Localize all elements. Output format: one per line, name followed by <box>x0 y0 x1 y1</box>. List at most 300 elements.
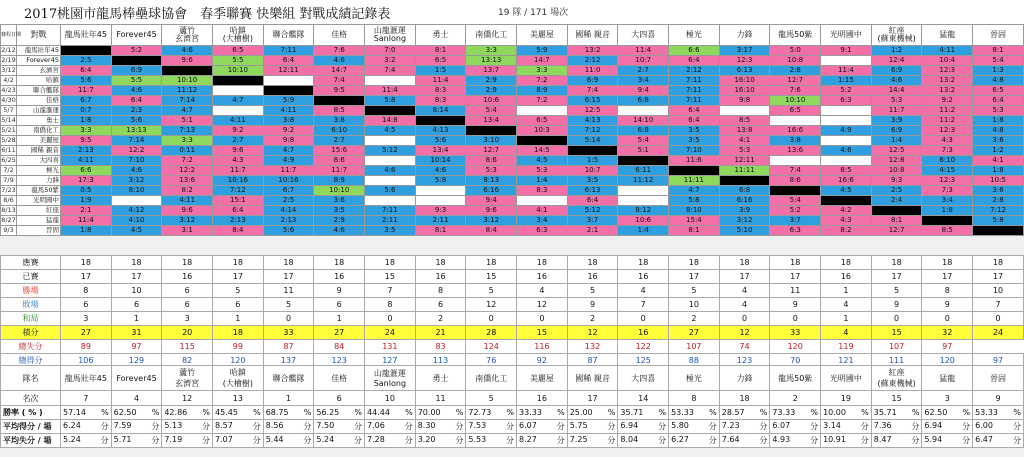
score-cell: 4:8 <box>973 76 1024 86</box>
score-cell: 3:10 <box>466 136 517 146</box>
summary-value: 4 <box>719 284 770 298</box>
stats-unit: 分 <box>506 422 515 431</box>
row-team-name: 哈鎮 <box>17 76 61 86</box>
summary-value: 97 <box>922 340 973 354</box>
stats-cell-wrap <box>61 408 111 417</box>
score-cell: 5:1 <box>162 116 213 126</box>
summary-label: 應賽 <box>1 256 61 270</box>
stats-value: 5.24 <box>63 435 81 444</box>
summary-value: 6 <box>415 298 466 312</box>
stats-cell-wrap <box>365 421 415 432</box>
score-cell: 12:5 <box>871 146 922 156</box>
rank-value: 19 <box>821 391 872 406</box>
summary-value: 18 <box>618 256 669 270</box>
summary-label: 已賽 <box>1 270 61 284</box>
summary-value: 5 <box>213 284 264 298</box>
stats-label: 平均失分 / 場 <box>1 434 61 448</box>
stats-unit: 分 <box>658 422 667 431</box>
stats-value: 8.47 <box>873 435 892 444</box>
summary-value: 97 <box>973 354 1024 368</box>
stats-row <box>1 406 1024 420</box>
score-cell: 4:6 <box>111 86 162 96</box>
stats-unit: % <box>1013 408 1021 417</box>
row-team-name: 勇士 <box>17 116 61 126</box>
score-cell <box>618 106 669 116</box>
match-date: 5/7 <box>1 106 17 116</box>
score-cell <box>517 196 568 206</box>
score-cell <box>618 196 669 206</box>
score-cell: 16:6 <box>821 176 872 186</box>
score-cell: 4:5 <box>821 186 872 196</box>
stats-cell <box>61 406 112 420</box>
stats-cell-wrap <box>720 408 770 417</box>
stats-cell <box>466 420 517 434</box>
score-cell: 5:6 <box>365 186 416 196</box>
score-cell <box>973 226 1024 236</box>
stats-cell <box>415 434 466 448</box>
rank-team-name: 大四喜 <box>618 366 669 391</box>
score-cell <box>61 46 112 56</box>
stats-cell-wrap <box>61 421 111 432</box>
summary-value: 16 <box>618 326 669 340</box>
summary-row <box>1 284 1024 298</box>
summary-value: 32 <box>922 326 973 340</box>
table-row <box>1 96 1024 106</box>
match-date: 7/23 <box>1 186 16 195</box>
score-cell: 12:4 <box>871 56 922 66</box>
rank-value: 16 <box>517 391 568 406</box>
summary-row <box>1 270 1024 284</box>
summary-value: 18 <box>517 256 568 270</box>
score-cell: 10:7 <box>618 56 669 66</box>
stats-unit: 分 <box>607 422 616 431</box>
stats-cell <box>263 434 314 448</box>
score-cell: 6:3 <box>770 226 821 236</box>
stats-cell-wrap <box>973 421 1023 432</box>
summary-table <box>0 255 1024 368</box>
stats-cell <box>618 420 669 434</box>
stats-value: 5.75 <box>569 421 588 430</box>
score-cell: 6:16 <box>719 196 770 206</box>
score-cell: 1:3 <box>973 66 1024 76</box>
summary-value: 12 <box>466 298 517 312</box>
stats-label: 平均得分 / 場 <box>1 420 61 434</box>
table-row <box>1 66 1024 76</box>
stats-unit: 分 <box>607 436 616 445</box>
stats-unit: % <box>759 408 768 417</box>
stats-unit: 分 <box>151 422 160 431</box>
stats-unit: 分 <box>252 436 261 445</box>
match-date: 9/3 <box>1 226 17 236</box>
summary-value: 15 <box>365 270 416 284</box>
score-cell: 6:15 <box>567 96 618 106</box>
rank-team-name: 美麗屋 <box>517 366 568 391</box>
summary-value: 137 <box>263 354 314 368</box>
score-cell: 4:8 <box>973 126 1024 136</box>
score-cell: 3:5 <box>669 136 720 146</box>
score-cell: 9:5 <box>61 136 112 146</box>
score-cell: 10:8 <box>770 56 821 66</box>
score-cell: 12:3 <box>922 66 973 76</box>
summary-value: 7 <box>973 298 1024 312</box>
rank-team-name: 龍馬壯年45 <box>61 366 112 391</box>
score-cell: 8:6 <box>314 156 365 166</box>
summary-value: 8 <box>922 284 973 298</box>
score-cell: 4:7 <box>162 106 213 116</box>
score-cell: 5:9 <box>263 96 314 106</box>
summary-value: 27 <box>669 326 720 340</box>
stats-value: 8.04 <box>620 435 639 444</box>
stats-value: 8.30 <box>417 421 436 430</box>
score-cell: 3:12 <box>466 216 517 226</box>
score-cell: 3:17 <box>719 46 770 56</box>
score-cell <box>821 106 872 116</box>
summary-value: 9 <box>314 284 365 298</box>
rank-value: 17 <box>567 391 618 406</box>
score-cell: 13:13 <box>466 56 517 66</box>
score-cell: 5:10 <box>719 226 770 236</box>
score-cell: 2:8 <box>770 66 821 76</box>
score-cell: 5:1 <box>618 146 669 156</box>
stats-cell-wrap <box>162 421 212 432</box>
score-cell: 7:4 <box>365 66 416 76</box>
column-team-header: 美麗屋 <box>517 25 568 46</box>
rank-value: 12 <box>162 391 213 406</box>
column-team-header: 蘆竹 玄濟宮 <box>162 25 213 46</box>
stats-value: 5.71 <box>113 435 132 444</box>
score-cell: 3:5 <box>314 206 365 216</box>
stats-cell <box>669 406 720 420</box>
column-team-header: 大四喜 <box>618 25 669 46</box>
score-cell: 12:2 <box>162 166 213 176</box>
stats-value: 8.57 <box>215 421 233 430</box>
summary-value: 18 <box>922 256 973 270</box>
score-cell: 5:8 <box>415 176 466 186</box>
score-cell: 11:12 <box>162 86 213 96</box>
stats-unit: 分 <box>708 436 717 445</box>
score-cell: 10:10 <box>314 186 365 196</box>
score-cell: 5:3 <box>973 106 1024 116</box>
row-team-name: 龍馬壯年45 <box>17 46 61 56</box>
summary-value: 27 <box>61 326 112 340</box>
rank-team-name: 猛龍 <box>922 366 973 391</box>
stats-value: 53.33 <box>671 408 694 417</box>
summary-value: 10 <box>973 284 1024 298</box>
score-cell: 9:1 <box>821 46 872 56</box>
table-row <box>1 216 1024 226</box>
stats-unit: % <box>151 408 160 417</box>
summary-value: 6 <box>162 284 213 298</box>
row-team-name: 紅座 <box>17 206 61 216</box>
summary-value: 27 <box>314 326 365 340</box>
summary-value: 18 <box>263 256 314 270</box>
summary-value: 24 <box>973 326 1024 340</box>
score-cell: 2:12 <box>567 56 618 66</box>
score-cell <box>466 126 517 136</box>
score-cell <box>365 196 416 206</box>
score-cell: 8:2 <box>162 186 213 196</box>
score-cell: 5:4 <box>618 136 669 146</box>
summary-label: 勝場 <box>1 284 61 298</box>
score-cell <box>871 206 922 216</box>
score-cell <box>517 106 568 116</box>
score-cell: 10:5 <box>973 176 1024 186</box>
match-date: 4/2 <box>1 76 17 86</box>
score-cell: 5:3 <box>517 166 568 176</box>
score-cell: 0:5 <box>61 186 112 196</box>
score-cell: 8:1 <box>415 226 466 236</box>
summary-value: 4 <box>517 284 568 298</box>
score-cell: 11:11 <box>719 166 770 176</box>
score-cell: 1:8 <box>973 166 1024 176</box>
score-cell: 8:1 <box>871 216 922 226</box>
stats-cell-wrap <box>61 435 111 446</box>
summary-value: 6 <box>111 298 162 312</box>
score-cell <box>567 146 618 156</box>
stats-value: 5.80 <box>671 421 689 430</box>
score-cell: 8:14 <box>415 106 466 116</box>
score-cell: 11:7 <box>314 166 365 176</box>
score-cell: 7:10 <box>669 146 720 156</box>
summary-value: 0 <box>719 312 770 326</box>
stats-cell <box>973 406 1024 420</box>
score-cell: 10:16 <box>213 176 264 186</box>
stats-cell-wrap <box>416 435 466 446</box>
stats-cell <box>213 434 264 448</box>
stats-unit: 分 <box>658 436 667 445</box>
score-cell: 8:5 <box>719 116 770 126</box>
column-team-header: 南僑化工 <box>466 25 517 46</box>
stats-value: 7.19 <box>164 435 183 444</box>
score-cell: 7:4 <box>314 76 365 86</box>
score-cell: 11:2 <box>922 116 973 126</box>
summary-value: 2 <box>415 312 466 326</box>
score-cell: 3:3 <box>517 66 568 76</box>
stats-value: 7.25 <box>569 435 588 444</box>
sheet-title: 2017桃園市龍馬棒壘球協會 春季聯賽 快樂組 對戰成績記錄表 <box>24 7 391 22</box>
rank-team-name: 力鋒 <box>719 366 770 391</box>
summary-value: 18 <box>821 256 872 270</box>
score-cell: 3:12 <box>162 216 213 226</box>
score-cell: 8:6 <box>770 176 821 186</box>
score-cell: 7:12 <box>213 186 264 196</box>
score-cell <box>669 166 720 176</box>
stats-value: 6.94 <box>620 421 639 430</box>
sheet-subtitle: 19 隊 / 171 場次 <box>498 8 569 18</box>
summary-value: 87 <box>567 354 618 368</box>
score-cell: 3:6 <box>973 186 1024 196</box>
score-cell: 2:9 <box>466 86 517 96</box>
column-team-header: 紅座 (蘇東機械) <box>871 25 922 46</box>
score-cell: 3:9 <box>871 116 922 126</box>
summary-value: 8 <box>415 284 466 298</box>
stats-value: 7.64 <box>721 435 740 444</box>
score-cell: 7:3 <box>922 146 973 156</box>
stats-table <box>0 405 1024 448</box>
stats-cell-wrap <box>669 421 719 432</box>
team-name-label: 隊名 <box>1 366 61 391</box>
score-cell <box>770 186 821 196</box>
stats-value: 10.00 <box>823 408 846 417</box>
score-cell: 5:0 <box>770 46 821 56</box>
score-cell: 4:6 <box>821 146 872 156</box>
score-cell: 11:4 <box>415 76 466 86</box>
score-cell: 8:12 <box>618 206 669 216</box>
score-cell: 11:7 <box>263 166 314 176</box>
score-cell: 7:4 <box>567 86 618 96</box>
score-cell: 5:4 <box>770 196 821 206</box>
stats-cell <box>821 434 872 448</box>
stats-unit: 分 <box>455 436 464 445</box>
stats-cell-wrap <box>213 435 263 446</box>
score-cell: 1:4 <box>871 136 922 146</box>
score-cell: 6:13 <box>719 66 770 76</box>
score-cell: 16:10 <box>719 76 770 86</box>
score-cell: 9:5 <box>314 86 365 96</box>
table-row <box>1 176 1024 186</box>
score-cell <box>111 196 162 206</box>
stats-cell <box>567 420 618 434</box>
score-cell: 7:13 <box>162 126 213 136</box>
stats-cell <box>365 406 416 420</box>
score-cell: 4:13 <box>415 126 466 136</box>
stats-cell <box>111 406 162 420</box>
stats-unit: % <box>962 408 971 417</box>
rank-value: 5 <box>466 391 517 406</box>
rank-value: 8 <box>669 391 720 406</box>
match-date: 5/28 <box>1 136 16 145</box>
stats-unit: 分 <box>708 422 717 431</box>
score-cell: 4:3 <box>821 216 872 226</box>
score-cell: 2:1 <box>567 226 618 236</box>
stats-cell <box>314 434 365 448</box>
score-cell: 10:8 <box>871 166 922 176</box>
stats-cell <box>719 420 770 434</box>
score-cell <box>922 216 973 226</box>
score-cell: 4:11 <box>162 196 213 206</box>
stats-value: 6.27 <box>671 435 689 444</box>
summary-value: 0 <box>770 312 821 326</box>
stats-cell <box>111 434 162 448</box>
score-cell: 6:9 <box>111 66 162 76</box>
stats-cell-wrap <box>314 435 364 446</box>
score-cell: 7:11 <box>669 76 720 86</box>
summary-value: 18 <box>162 256 213 270</box>
match-date: 8/27 <box>1 216 16 225</box>
stats-value: 7.06 <box>367 421 385 430</box>
score-cell: 7:4 <box>770 166 821 176</box>
summary-value: 120 <box>770 340 821 354</box>
stats-value: 8.56 <box>265 421 284 430</box>
summary-value: 18 <box>973 256 1024 270</box>
score-cell <box>618 186 669 196</box>
stats-cell-wrap <box>618 408 668 417</box>
score-cell: 9:8 <box>719 96 770 106</box>
summary-value: 11 <box>263 284 314 298</box>
stats-unit: 分 <box>252 422 261 431</box>
rank-names-row <box>1 366 1024 391</box>
stats-value: 7.07 <box>215 435 233 444</box>
summary-value: 131 <box>365 340 416 354</box>
score-cell: 4:5 <box>111 226 162 236</box>
row-team-name: 國稀 親音 <box>17 146 61 156</box>
score-cell: 4:6 <box>365 166 416 176</box>
summary-value: 18 <box>365 256 416 270</box>
summary-value: 18 <box>770 256 821 270</box>
match-date: 2/19 <box>1 56 16 65</box>
summary-value: 10 <box>669 298 720 312</box>
column-team-header: 力鋒 <box>719 25 770 46</box>
match-date: 7/9 <box>1 176 17 186</box>
summary-value: 6 <box>162 298 213 312</box>
stats-unit: 分 <box>303 436 312 445</box>
score-cell <box>821 56 872 66</box>
summary-value: 3 <box>61 312 112 326</box>
score-cell: 4:7 <box>669 186 720 196</box>
score-cell: 4:1 <box>973 156 1024 166</box>
summary-value: 132 <box>567 340 618 354</box>
score-cell <box>415 196 466 206</box>
score-cell: 14:8 <box>365 116 416 126</box>
score-cell: 5:12 <box>365 146 416 156</box>
score-cell <box>821 196 872 206</box>
score-cell <box>213 76 264 86</box>
score-cell: 4:13 <box>567 116 618 126</box>
score-cell: 1:4 <box>517 176 568 186</box>
summary-value: 9 <box>770 298 821 312</box>
summary-value: 12 <box>719 326 770 340</box>
rank-value: 3 <box>922 391 973 406</box>
stats-cell-wrap <box>568 421 618 432</box>
table-row <box>1 186 1024 196</box>
summary-row <box>1 256 1024 270</box>
match-date: 3/12 <box>1 66 16 75</box>
column-team-header: 光明國中 <box>821 25 872 46</box>
score-cell: 3:6 <box>973 136 1024 146</box>
summary-value: 2 <box>669 312 720 326</box>
score-cell <box>213 106 264 116</box>
score-cell: 2:13 <box>213 216 264 226</box>
summary-value: 5 <box>669 284 720 298</box>
stats-unit: 分 <box>810 436 819 445</box>
rank-team-name: 勇士 <box>415 366 466 391</box>
summary-value: 113 <box>415 354 466 368</box>
stats-cell <box>719 434 770 448</box>
stats-cell-wrap <box>821 435 871 446</box>
score-cell: 13:2 <box>922 86 973 96</box>
score-cell <box>263 86 314 96</box>
stats-cell <box>922 420 973 434</box>
summary-row <box>1 298 1024 312</box>
stats-unit: % <box>202 408 211 417</box>
stats-cell <box>415 406 466 420</box>
stats-unit: % <box>658 408 667 417</box>
stats-cell-wrap <box>314 421 364 432</box>
stats-value: 8.27 <box>519 435 537 444</box>
score-cell: 4:6 <box>415 166 466 176</box>
row-team-name: 南僑化工 <box>17 126 61 136</box>
summary-value: 12 <box>567 326 618 340</box>
summary-value: 107 <box>871 340 922 354</box>
summary-value: 10 <box>111 284 162 298</box>
summary-value: 129 <box>111 354 162 368</box>
score-cell: 6:5 <box>517 116 568 126</box>
score-cell: 7:6 <box>314 46 365 56</box>
stats-cell <box>213 406 264 420</box>
score-cell: 10:4 <box>922 56 973 66</box>
stats-value: 25.00 <box>569 408 593 417</box>
score-cell: 7:0 <box>365 46 416 56</box>
